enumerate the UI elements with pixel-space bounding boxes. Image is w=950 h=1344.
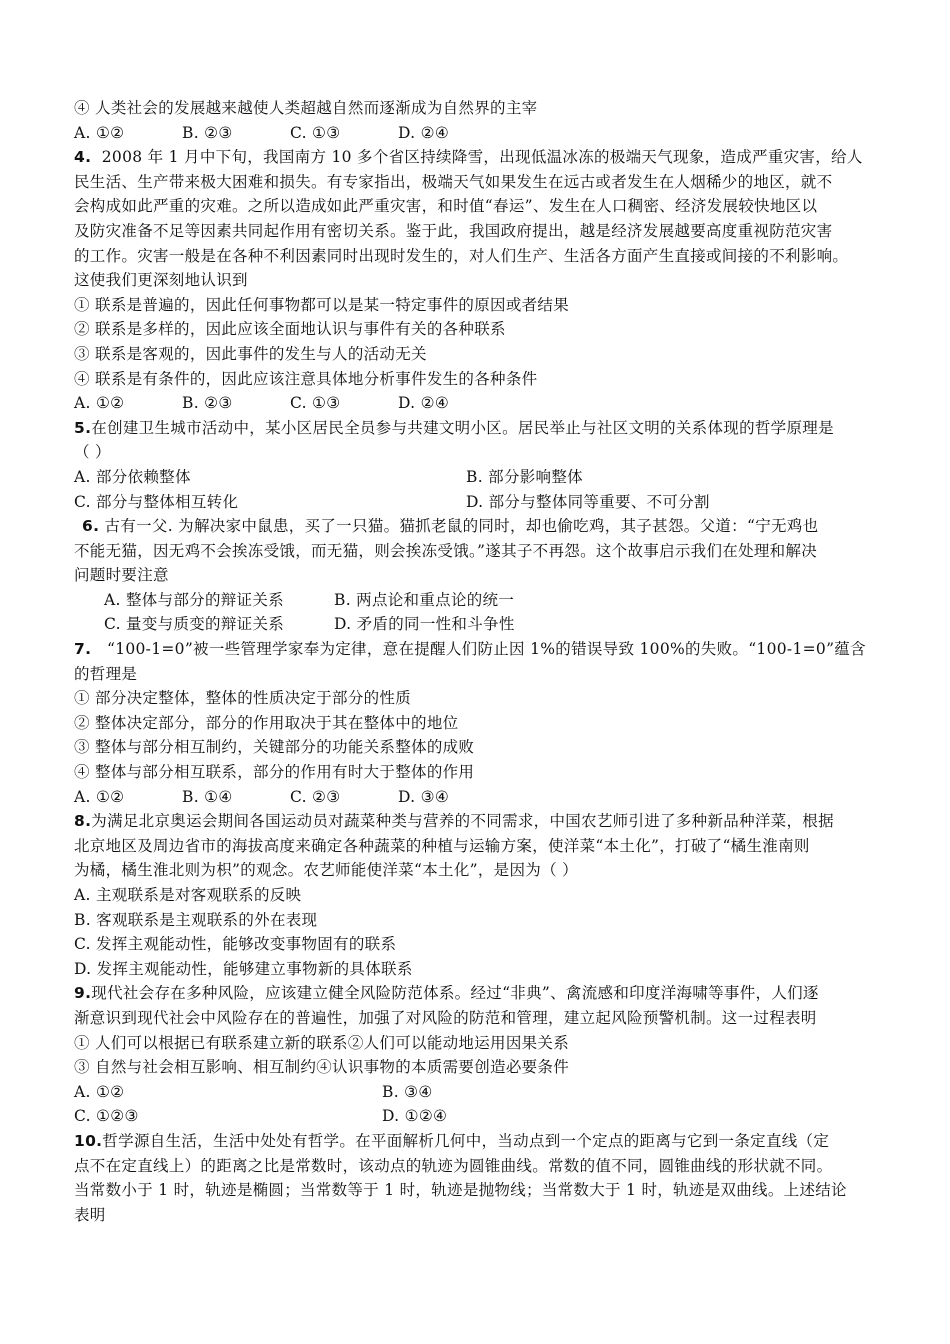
q6-options-row-2	[74, 612, 894, 637]
q7-item-4: ④ 整体与部分相互联系，部分的作用有时大于整体的作用	[74, 763, 475, 782]
q7-number: 7.	[74, 640, 92, 659]
q5-option-a: A. 部分依赖整体	[74, 467, 191, 486]
q3-options	[74, 121, 894, 146]
q5-number: 5.	[74, 418, 92, 437]
q4-line-3: 会构成如此严重的灾难。之所以造成如此严重灾害，和时值“春运”、发生在人口稠密、经济发展较快地区以	[74, 197, 818, 216]
q10-line-4: 表明	[74, 1205, 106, 1224]
q9-option-a: A. ①②	[74, 1082, 125, 1101]
q7-options	[74, 785, 894, 810]
q4-line-2: 民生活、生产带来极大困难和损失。有专家指出，极端天气如果发生在远古或者发生在人烟稀少的地区，就不	[74, 172, 833, 191]
q5-options-row-2	[74, 490, 894, 515]
q9-items-2: ③ 自然与社会相互影响、相互制约④认识事物的本质需要创造必要条件	[74, 1058, 570, 1077]
q4-line-4: 及防灾准备不足等因素共同起作用有密切关系。鉴于此，我国政府提出，越是经济发展越要高度重视防范灾害	[74, 221, 833, 240]
q5-line-1	[74, 416, 894, 441]
q8-option-d: D. 发挥主观能动性，能够建立事物新的具体联系	[74, 959, 413, 978]
q6-line-2: 不能无猫，因无鸡不会挨冻受饿，而无猫，则会挨冻受饿。”遂其子不再怨。这个故事启示我们在处理和解决	[74, 541, 818, 560]
q6-options-row-1	[74, 588, 894, 613]
q7-option-a: A. ①②	[74, 787, 125, 806]
q9-option-c: C. ①②③	[74, 1107, 139, 1126]
q10-number: 10.	[74, 1131, 103, 1150]
q8-line-2: 北京地区及周边省市的海拔高度来确定各种蔬菜的种植与运输方案，使洋菜“本土化”，打破了“橘生淮南则	[74, 836, 810, 855]
q7-item-2: ② 整体决定部分，部分的作用取决于其在整体中的地位	[74, 713, 459, 732]
q9-options-row-1	[74, 1080, 894, 1105]
q10-text-1: 哲学源自生活，生活中处处有哲学。在平面解析几何中，当动点到一个定点的距离与它到一条定直线（定	[102, 1131, 830, 1150]
q5-options-row-1	[74, 465, 894, 490]
q10-line-1	[74, 1129, 894, 1154]
q4-option-a: A. ①②	[74, 394, 125, 413]
q3-option-d: D. ②④	[398, 123, 450, 142]
q8-option-c: C. 发挥主观能动性，能够改变事物固有的联系	[74, 935, 397, 954]
q6-text-1: 古有一父. 为解决家中鼠患，买了一只猫。猫抓老鼠的同时，却也偷吃鸡，其子甚怨。父道：“宁无鸡也	[104, 517, 819, 536]
q5-option-d: D. 部分与整体同等重要、不可分割	[466, 492, 710, 511]
q7-item-3: ③ 整体与部分相互制约，关键部分的功能关系整体的成败	[74, 738, 475, 757]
q8-text-1: 为满足北京奥运会期间各国运动员对蔬菜种类与营养的不同需求，中国农艺师引进了多种新品种洋菜，根据	[91, 812, 834, 831]
q4-number: 4.	[74, 148, 92, 167]
q9-options-row-2	[74, 1104, 894, 1129]
q3-option-c: C. ①③	[290, 123, 341, 142]
q5-line-2: （ ）	[74, 443, 111, 462]
q4-item-2: ② 联系是多样的，因此应该全面地认识与事件有关的各种联系	[74, 320, 506, 339]
q7-text-1: “100-1=0”被一些管理学家奉为定律，意在提醒人们防止因 1%的错误导致 100%的失败。“100-1=0”蕴含	[106, 640, 866, 659]
q9-line-2: 渐意识到现代社会中风险存在的普遍性，加强了对风险的防范和管理，建立起风险预警机制。这一过程表明	[74, 1008, 817, 1027]
q10-line-3: 当常数小于 1 时，轨迹是椭圆；当常数等于 1 时，轨迹是抛物线；当常数大于 1 时，轨迹是双曲线。上述结论	[74, 1181, 847, 1200]
q3-item-4: ④ 人类社会的发展越来越使人类超越自然而逐渐成为自然界的主宰	[74, 99, 538, 117]
q8-line-1	[74, 809, 894, 834]
q7-line-2: 的哲理是	[74, 664, 138, 683]
q8-option-a: A. 主观联系是对客观联系的反映	[74, 886, 302, 904]
q4-item-1: ① 联系是普遍的，因此任何事物都可以是某一特定事件的原因或者结果	[74, 295, 570, 314]
q7-option-b: B. ①④	[182, 787, 233, 806]
q9-option-d: D. ①②④	[382, 1107, 448, 1126]
q7-option-c: C. ②③	[290, 787, 341, 806]
q9-text-1: 现代社会存在多种风险，应该建立健全风险防范体系。经过“非典”、禽流感和印度洋海啸等事件，人们逐	[91, 984, 819, 1003]
q6-option-b: B. 两点论和重点论的统一	[334, 590, 515, 609]
q4-option-b: B. ②③	[182, 394, 233, 413]
q5-text-1: 在创建卫生城市活动中，某小区居民全员参与共建文明小区。居民举止与社区文明的关系体现的哲学原理是	[91, 418, 834, 437]
q7-option-d: D. ③④	[398, 787, 450, 806]
q9-number: 9.	[74, 984, 92, 1003]
q6-line-3: 问题时要注意	[74, 566, 169, 585]
q8-option-b: B. 客观联系是主观联系的外在表现	[74, 910, 318, 929]
q4-option-d: D. ②④	[398, 394, 450, 413]
q4-item-3: ③ 联系是客观的，因此事件的发生与人的活动无关	[74, 344, 427, 363]
q8-number: 8.	[74, 812, 92, 831]
q5-option-b: B. 部分影响整体	[466, 467, 583, 486]
q9-option-b: B. ③④	[382, 1082, 433, 1101]
q9-items-1: ① 人们可以根据已有联系建立新的联系②人们可以能动地运用因果关系	[74, 1033, 570, 1052]
q3-option-a: A. ①②	[74, 123, 125, 142]
q4-text-1: 2008 年 1 月中下旬，我国南方 10 多个省区持续降雪，出现低温冰冻的极端天气现象，造成严重灾害，给人	[101, 148, 863, 167]
q10-line-2: 点不在定直线上）的距离之比是常数时，该动点的轨迹为圆锥曲线。常数的值不同，圆锥曲线的形状就不同。	[74, 1156, 833, 1175]
q7-line-1	[74, 637, 894, 662]
q7-item-1: ① 部分决定整体，整体的性质决定于部分的性质	[74, 689, 412, 708]
q5-option-c: C. 部分与整体相互转化	[74, 492, 239, 511]
q4-line-6: 这使我们更深刻地认识到	[74, 271, 248, 290]
q4-options	[74, 391, 894, 416]
q6-option-d: D. 矛盾的同一性和斗争性	[334, 615, 515, 634]
q4-item-4: ④ 联系是有条件的，因此应该注意具体地分析事件发生的各种条件	[74, 369, 538, 388]
q4-option-c: C. ①③	[290, 394, 341, 413]
q8-line-3: 为橘，橘生淮北则为枳”的观念。农艺师能使洋菜“本土化”，是因为（ ）	[74, 861, 578, 880]
exam-page	[74, 96, 894, 1227]
q4-line-1	[74, 145, 894, 170]
q3-option-b: B. ②③	[182, 123, 233, 142]
q4-line-5: 的工作。灾害一般是在各种不利因素同时出现时发生的，对人们生产、生活各方面产生直接或间接的不利影响。	[74, 246, 849, 265]
q9-line-1	[74, 981, 894, 1006]
q6-number: 6.	[82, 517, 100, 536]
q6-option-c: C. 量变与质变的辩证关系	[104, 615, 285, 634]
q6-option-a: A. 整体与部分的辩证关系	[104, 590, 284, 609]
q6-line-1	[74, 514, 894, 539]
